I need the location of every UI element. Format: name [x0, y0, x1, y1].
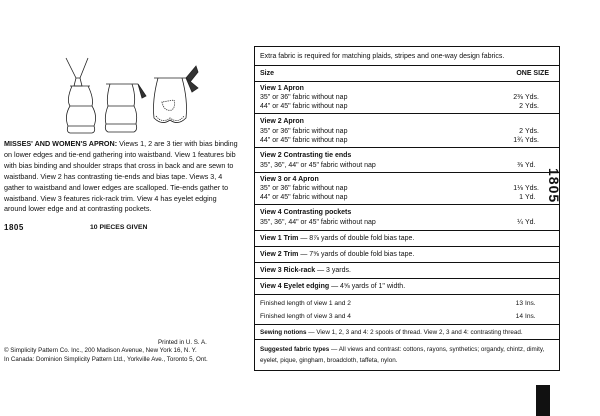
rule-divider [255, 246, 559, 247]
apron-view-4-drawing [154, 66, 199, 123]
finished-length-1-2 [260, 299, 553, 308]
view1-row-2 [260, 102, 553, 111]
apron-view-1-drawing [66, 58, 96, 133]
notions-text: — View 1, 2, 3 and 4: 2 spools of thread. View 2, 3 and 4: contrasting thread. [306, 329, 523, 336]
finished-desc: Finished length of view 3 and 4 [260, 313, 351, 320]
yardage-qty: 2 [519, 103, 523, 110]
view1-row-1 [260, 93, 553, 102]
pieces-given: 10 PIECES GIVEN [90, 224, 148, 231]
copyright-line-us: © Simplicity Pattern Co. Inc., 200 Madison Avenue, New York 16, N. Y. [4, 347, 197, 354]
yardage-qty: 2⅜ [513, 94, 523, 101]
yardage-unit: Yd. [525, 194, 536, 201]
rule-divider [255, 230, 559, 231]
size-label: Size [260, 70, 275, 77]
size-value: ONE SIZE [516, 70, 549, 77]
fabric-desc: 35", 36", 44" or 45" fabric without nap [260, 219, 376, 226]
rule-divider [255, 294, 559, 295]
view4-row [260, 218, 553, 227]
view34-row-1 [260, 184, 553, 193]
view2-contrast-title: View 2 Contrasting tie ends [260, 152, 352, 159]
pattern-info-row [4, 223, 234, 237]
fabric-desc: 35", 36", 44" or 45" fabric without nap [260, 162, 376, 169]
trim-label: View 2 Trim [260, 251, 299, 258]
trim-label: View 3 Rick-rack [260, 267, 316, 274]
yardage-unit: Yds. [525, 137, 540, 144]
copyright-notice [4, 347, 244, 364]
finished-qty: 13 [515, 300, 523, 307]
rule-divider [255, 81, 559, 82]
printed-in-label: Printed in U. S. A. [158, 339, 207, 346]
corner-tab-mark [536, 385, 550, 416]
fabrics-text: — All views and contrast: cottons, rayons, synthetics; organdy, chintz, dimity, eyelet, pique, gingham, broadcloth, taffeta, nylon. [260, 346, 545, 364]
rule-divider [255, 262, 559, 263]
rule-divider [255, 172, 559, 173]
trim-view2 [260, 250, 553, 259]
yardage-chart [254, 46, 560, 371]
view2-title: View 2 Apron [260, 118, 304, 125]
rule-divider [255, 324, 559, 325]
side-pattern-number: 1805 [546, 168, 562, 204]
fabric-desc: 35" or 36" fabric without nap [260, 94, 348, 101]
yardage-unit: Yds. [525, 94, 540, 101]
description-body: Views 1, 2 are 3 tier with bias binding on lower edges and tie-end gathering into waistband. View 1 features bib with bias binding and shoulder straps that cross in back and are sewn to waistband. View 2 has contrasting tie-ends and bias tape. Views 3, 4 gather to waistband and lower edges are scalloped. Tie-ends gather to waistband. View 3 features rick-rack trim. View 4 has eyelet edging around lower edge and at contrasting pockets. [4, 139, 238, 214]
yardage-qty: ¼ [517, 219, 523, 226]
rule-divider [255, 204, 559, 205]
trim-text: — 7⅝ yards of double fold bias tape. [298, 251, 415, 258]
yardage-unit: Yds. [525, 103, 540, 110]
description-title: MISSES' AND WOMEN'S APRON: [4, 139, 118, 148]
suggested-fabrics [260, 344, 553, 366]
trim-text: — 8⅞ yards of double fold bias tape. [298, 235, 415, 242]
view2-row-1 [260, 127, 553, 136]
rule-divider [255, 113, 559, 114]
trim-text: — 4⅝ yards of 1" width. [329, 283, 406, 290]
fabric-desc: 35" or 36" fabric without nap [260, 185, 348, 192]
sewing-notions [260, 328, 553, 337]
fabric-desc: 44" or 45" fabric without nap [260, 137, 348, 144]
finished-unit: Ins. [525, 313, 536, 320]
size-header [260, 69, 553, 78]
fabric-notice: Extra fabric is required for matching plaids, stripes and one-way design fabrics. [260, 53, 505, 60]
notions-label: Sewing notions [260, 329, 307, 336]
view1-title: View 1 Apron [260, 85, 304, 92]
yardage-qty: 1⅛ [513, 185, 523, 192]
view34-title: View 3 or 4 Apron [260, 176, 319, 183]
yardage-qty: 1¾ [513, 137, 523, 144]
finished-length-3-4 [260, 312, 553, 321]
yardage-qty: 1 [519, 194, 523, 201]
view2-row-2 [260, 136, 553, 145]
fabrics-label: Suggested fabric types [260, 346, 330, 353]
trim-label: View 4 Eyelet edging [260, 283, 330, 290]
yardage-unit: Yds. [525, 128, 540, 135]
trim-view3 [260, 266, 553, 275]
fabric-desc: 35" or 36" fabric without nap [260, 128, 348, 135]
rule-divider [255, 147, 559, 148]
finished-desc: Finished length of view 1 and 2 [260, 300, 351, 307]
yardage-unit: Yd. [525, 162, 536, 169]
view4-title: View 4 Contrasting pockets [260, 209, 352, 216]
apron-description [4, 139, 238, 215]
trim-view4 [260, 282, 553, 291]
finished-qty: 14 [515, 313, 523, 320]
fabric-desc: 44" or 45" fabric without nap [260, 194, 348, 201]
yardage-unit: Yd. [525, 219, 536, 226]
trim-view1 [260, 234, 553, 243]
copyright-line-canada: In Canada: Dominion Simplicity Pattern Ltd., Yorkville Ave., Toronto 5, Ont. [4, 355, 208, 363]
trim-text: — 3 yards. [315, 267, 351, 274]
view34-row-2 [260, 193, 553, 202]
trim-label: View 1 Trim [260, 235, 299, 242]
rule-divider [255, 339, 559, 340]
finished-unit: Ins. [525, 300, 536, 307]
apron-view-2-drawing [105, 84, 146, 132]
yardage-qty: ⅜ [517, 162, 523, 169]
fabric-desc: 44" or 45" fabric without nap [260, 103, 348, 110]
yardage-unit: Yds. [525, 185, 540, 192]
view2-contrast-row [260, 161, 553, 170]
rule-divider [255, 278, 559, 279]
yardage-qty: 2 [519, 128, 523, 135]
apron-illustrations [62, 56, 202, 134]
pattern-number: 1805 [4, 223, 24, 232]
rule-divider [255, 65, 559, 66]
